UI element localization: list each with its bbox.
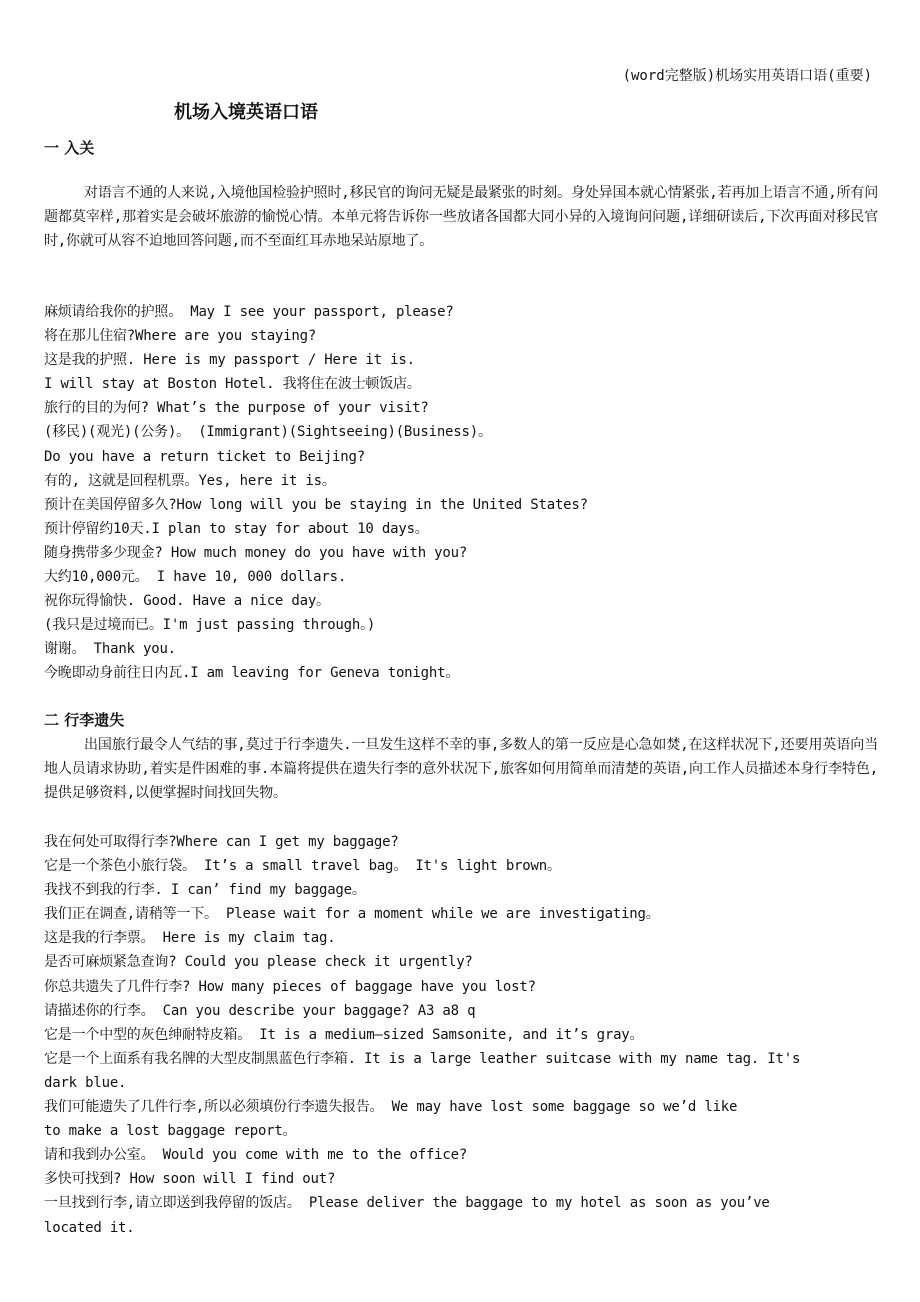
phrase-line: 我找不到我的行李. I can’ find my baggage。 bbox=[44, 882, 366, 899]
phrase-line: 请和我到办公室。 Would you come with me to the office? bbox=[44, 1147, 468, 1164]
section-intro-customs: 对语言不通的人来说,入境他国检验护照时,移民官的询问无疑是最紧张的时刻。身处异国本就心情紧张,若再加上语言不通,所有问题都莫宰样,那着实是会破坏旅游的愉悦心情。本单元将告诉你一些放诸各国都大同小异的入境询问问题,详细研读后,下次再面对移民官时,你就可从容不迫地回答问题,而不至面红耳赤地呆站原地了。 bbox=[44, 185, 878, 249]
phrase-line: 旅行的目的为何? What’s the purpose of your visit? bbox=[44, 400, 429, 417]
header-note: (word完整版)机场实用英语口语(重要) bbox=[622, 68, 872, 84]
phrase-line: 我在何处可取得行李?Where can I get my baggage? bbox=[44, 834, 399, 850]
phrase-line: 祝你玩得愉快. Good. Have a nice day。 bbox=[44, 593, 330, 610]
phrase-line: 这是我的护照. Here is my passport / Here it is. bbox=[44, 352, 415, 369]
phrase-line: 将在那儿住宿?Where are you staying? bbox=[44, 328, 317, 345]
phrase-list-lost-baggage bbox=[44, 830, 920, 1240]
phrase-line: I will stay at Boston Hotel. 我将住在波士顿饭店。 bbox=[44, 376, 421, 393]
phrase-line: 是否可麻烦紧急查询? Could you please check it urgently? bbox=[44, 954, 473, 971]
phrase-line: 这是我的行李票。 Here is my claim tag. bbox=[44, 930, 336, 947]
document-title: 机场入境英语口语 bbox=[174, 102, 318, 123]
phrase-line: located it. bbox=[44, 1219, 135, 1236]
phrase-line: 我们正在调查,请稍等一下。 Please wait for a moment while we are investigating。 bbox=[44, 906, 660, 923]
phrase-line: 我们可能遗失了几件行李,所以必须填份行李遗失报告。 We may have lost some baggage so we’d like bbox=[44, 1099, 738, 1116]
phrase-line: 它是一个茶色小旅行袋。 It’s a small travel bag。 It's light brown。 bbox=[44, 858, 561, 875]
phrase-line: 随身携带多少现金? How much money do you have with you? bbox=[44, 544, 468, 561]
section-intro-lost-baggage: 出国旅行最令人气结的事,莫过于行李遗失.一旦发生这样不幸的事,多数人的第一反应是心急如焚,在这样状况下,还要用英语向当地人员请求协助,着实是件困难的事.本篇将提供在遗失行李的意外状况下,旅客如何用简单而清楚的英语,向工作人员描述本身行李特色,提供足够资料,以便掌握时间找回失物。 bbox=[44, 737, 878, 801]
phrase-line: (移民)(观光)(公务)。 (Immigrant)(Sightseeing)(Business)。 bbox=[44, 424, 492, 441]
phrase-list-customs bbox=[44, 300, 920, 686]
section-heading-customs: 一 入关 bbox=[44, 139, 95, 157]
phrase-line: 有的, 这就是回程机票。Yes, here it is。 bbox=[44, 472, 336, 489]
phrase-line: 请描述你的行李。 Can you describe your baggage? A3 a8 q bbox=[44, 1002, 476, 1019]
phrase-line: 今晚即动身前往日内瓦.I am leaving for Geneva tonight。 bbox=[44, 665, 460, 682]
phrase-line: 谢谢。 Thank you. bbox=[44, 641, 176, 658]
phrase-line: (我只是过境而已。I'm just passing through。) bbox=[44, 617, 376, 634]
section-heading-lost-baggage: 二 行李遗失 bbox=[44, 711, 125, 729]
phrase-line: 多快可找到? How soon will I find out? bbox=[44, 1171, 336, 1188]
phrase-line: 大约10,000元。 I have 10, 000 dollars. bbox=[44, 569, 347, 586]
phrase-line: dark blue. bbox=[44, 1074, 127, 1091]
phrase-line: 你总共遗失了几件行李? How many pieces of baggage have you lost? bbox=[44, 978, 536, 995]
phrase-line: 预计在美国停留多久?How long will you be staying in the United States? bbox=[44, 496, 588, 513]
phrase-line: 一旦找到行李,请立即送到我停留的饭店。 Please deliver the baggage to my hotel as soon as you’ve bbox=[44, 1195, 770, 1212]
phrase-line: Do you have a return ticket to Beijing? bbox=[44, 448, 365, 465]
phrase-line: 预计停留约10天.I plan to stay for about 10 days。 bbox=[44, 520, 429, 537]
phrase-line: 它是一个中型的灰色绅耐特皮箱。 It is a medium—sized Samsonite, and it’s gray。 bbox=[44, 1026, 644, 1043]
phrase-line: 它是一个上面系有我名牌的大型皮制黑蓝色行李箱. It is a large leather suitcase with my name tag. It's bbox=[44, 1050, 801, 1067]
phrase-line: 麻烦请给我你的护照。 May I see your passport, please? bbox=[44, 304, 454, 320]
phrase-line: to make a lost baggage report。 bbox=[44, 1123, 297, 1140]
